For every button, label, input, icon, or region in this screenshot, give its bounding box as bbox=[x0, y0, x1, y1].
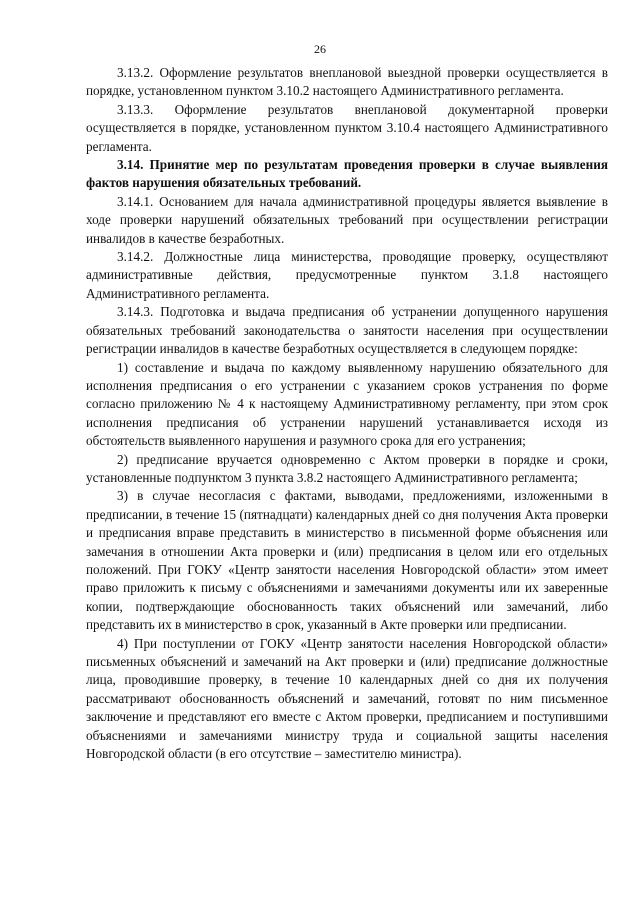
list-item-2: 2) предписание вручается одновременно с Актом проверки в порядке и сроки, установленные подпунктом 3 пункта 3.8.2 настоящего Административного регламента; bbox=[86, 451, 608, 485]
document-body bbox=[86, 64, 608, 763]
paragraph-3-14-3: 3.14.3. Подготовка и выдача предписания об устранении допущенного нарушения обязательных требований законодательства о занятости населения при осуществлении регистрации инвалидов в качестве безработных осуществляется в следующем порядке: bbox=[86, 304, 608, 357]
paragraph-3-14-2: 3.14.2. Должностные лица министерства, проводящие проверку, осуществляют административные действия, предусмотренные пунктом 3.1.8 настоящего Административного регламента. bbox=[86, 249, 608, 301]
list-item-3: 3) в случае несогласия с фактами, выводами, предложениями, изложенными в предписании, в течение 15 (пятнадцати) календарных дней со дня получения Акта проверки и предписания вправе представить в министерство в письменной форме объяснения или замечания в отношении Акта проверки и (или) предписания в целом или его отдельных положений. При ГОКУ «Центр занятости населения Новгородской области» этом имеет право приложить к письму с объяснениями и замечаниями документы или их заверенные копии, подтверждающие обоснованность таких объяснений или замечаний, либо представить их в министерство в срок, указанный в Акте проверки или предписании. bbox=[86, 488, 608, 633]
section-heading-3-14: 3.14. Принятие мер по результатам проведения проверки в случае выявления фактов нарушения обязательных требований. bbox=[86, 157, 608, 191]
page-number: 26 bbox=[314, 42, 326, 56]
paragraph-3-14-1: 3.14.1. Основанием для начала административной процедуры является выявление в ходе проверки нарушений обязательных требований при осуществлении регистрации инвалидов в качестве безработных. bbox=[86, 193, 608, 246]
list-item-1: 1) составление и выдача по каждому выявленному нарушению обязательного для исполнения предписания о его устранении с указанием сроков устранения по форме согласно приложению № 4 к настоящему Административному регламенту, при этом срок исполнения предписания об устранении нарушений устанавливается исходя из обстоятельств выявленного нарушения и разумного срока для его устранения; bbox=[86, 359, 608, 449]
list-item-4: 4) При поступлении от ГОКУ «Центр занятости населения Новгородской области» письменных объяснений и замечаний на Акт проверки и (или) предписание должностные лица, проводившие проверку, в течение 10 календарных дней со дня их получения рассматривают обоснованность объяснений и замечаний, готовят по ним письменное заключение и представляют его вместе с Актом проверки, предписанием и поступившими объяснениями и замечаниями министру труда и социальной защиты населения Новгородской области (в его отсутствие – заместителю министра). bbox=[86, 635, 608, 762]
paragraph-3-13-3: 3.13.3. Оформление результатов внеплановой документарной проверки осуществляется в порядке, установленном пунктом 3.10.4 настоящего Административного регламента. bbox=[86, 101, 608, 154]
paragraph-3-13-2: 3.13.2. Оформление результатов внеплановой выездной проверки осуществляется в порядке, установленном пунктом 3.10.2 настоящего Административного регламента. bbox=[86, 65, 608, 99]
